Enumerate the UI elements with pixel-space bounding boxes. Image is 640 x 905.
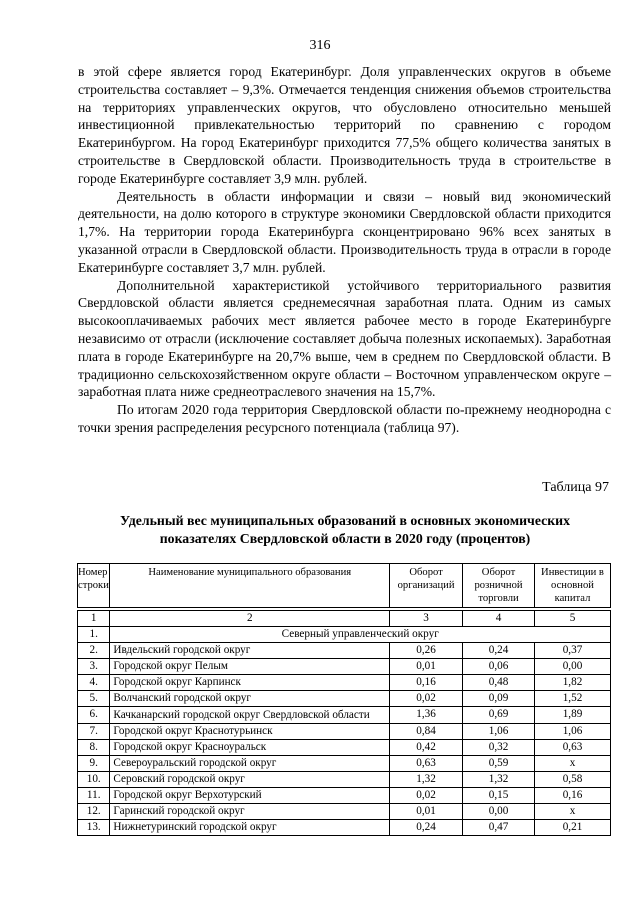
header-turnover: Оборот организаций [390, 564, 463, 608]
turnover-value: 0,02 [390, 788, 463, 804]
municipality-name: Волчанский городской округ [110, 691, 390, 707]
row-number: 11. [78, 788, 110, 804]
column-number: 2 [110, 611, 390, 627]
municipality-name: Ивдельский городской округ [110, 643, 390, 659]
paragraph-summary: По итогам 2020 года территория Свердловской области по-прежнему неоднородна с точки зрения распределения ресурсного потенциала (таблица 97). [78, 402, 611, 435]
turnover-value: 1,32 [390, 772, 463, 788]
column-number: 3 [390, 611, 463, 627]
row-number: 5. [78, 691, 110, 707]
municipality-name: Нижнетуринский городской округ [110, 820, 390, 836]
table-header-row [78, 564, 611, 608]
page-number: 316 [309, 38, 331, 53]
table-row [78, 740, 611, 756]
table-row [78, 659, 611, 675]
investment-value: 1,52 [534, 691, 610, 707]
investment-value: 0,37 [534, 643, 610, 659]
row-number: 7. [78, 724, 110, 740]
column-number: 1 [78, 611, 110, 627]
row-number: 9. [78, 756, 110, 772]
municipal-share-table [77, 563, 611, 836]
table-row [78, 788, 611, 804]
table-row [78, 756, 611, 772]
column-number-row [78, 611, 611, 627]
table-row [78, 675, 611, 691]
retail-value: 0,32 [463, 740, 535, 756]
header-row-number: Номер строки [78, 564, 110, 608]
table-row [78, 643, 611, 659]
turnover-value: 0,16 [390, 675, 463, 691]
retail-value: 0,00 [463, 804, 535, 820]
investment-value: 1,06 [534, 724, 610, 740]
table-title: Удельный вес муниципальных образований в основных экономических показателях Свердловской области в 2020 году (процентов) [119, 513, 571, 546]
retail-value: 0,47 [463, 820, 535, 836]
header-municipality: Наименование муниципального образования [110, 564, 390, 608]
retail-value: 1,32 [463, 772, 535, 788]
retail-value: 0,48 [463, 675, 535, 691]
table-row [78, 724, 611, 740]
row-number: 8. [78, 740, 110, 756]
column-number: 4 [463, 611, 535, 627]
investment-value: 1,89 [534, 707, 610, 724]
municipality-name: Североуральский городской округ [110, 756, 390, 772]
municipality-name: Гаринский городской округ [110, 804, 390, 820]
header-retail: Оборот розничной торговли [463, 564, 535, 608]
investment-value: 0,16 [534, 788, 610, 804]
turnover-value: 0,84 [390, 724, 463, 740]
table-row [78, 820, 611, 836]
body-text [78, 63, 611, 437]
retail-value: 0,59 [463, 756, 535, 772]
paragraph-information: Деятельность в области информации и связи – новый вид экономический деятельности, на долю которого в структуре экономики Свердловской области приходится 1,7%. На территории города Екатеринбурга сконцентрировано 96% всех занятых в указанной отрасли в Свердловской области. Производительность труда в отрасли в городе Екатеринбурге составляет 3,7 млн. рублей. [78, 188, 611, 275]
retail-value: 1,06 [463, 724, 535, 740]
municipality-name: Городской округ Карпинск [110, 675, 390, 691]
row-number: 2. [78, 643, 110, 659]
investment-value: 0,58 [534, 772, 610, 788]
turnover-value: 0,24 [390, 820, 463, 836]
header-investment: Инвестиции в основной капитал [534, 564, 610, 608]
turnover-value: 0,63 [390, 756, 463, 772]
turnover-value: 0,01 [390, 804, 463, 820]
turnover-value: 0,26 [390, 643, 463, 659]
retail-value: 0,24 [463, 643, 535, 659]
municipality-name: Городской округ Верхотурский [110, 788, 390, 804]
region-name: Северный управленческий округ [110, 627, 611, 643]
retail-value: 0,69 [463, 707, 535, 724]
turnover-value: 0,01 [390, 659, 463, 675]
municipality-name: Городской округ Пелым [110, 659, 390, 675]
column-number: 5 [534, 611, 610, 627]
table-row [78, 691, 611, 707]
row-number: 6. [78, 707, 110, 724]
turnover-value: 0,42 [390, 740, 463, 756]
investment-value: 0,00 [534, 659, 610, 675]
investment-value: x [534, 804, 610, 820]
investment-value: x [534, 756, 610, 772]
row-number: 3. [78, 659, 110, 675]
row-number: 13. [78, 820, 110, 836]
row-number: 1. [78, 627, 110, 643]
row-number: 4. [78, 675, 110, 691]
region-row [78, 627, 611, 643]
investment-value: 0,21 [534, 820, 610, 836]
table-row [78, 804, 611, 820]
retail-value: 0,09 [463, 691, 535, 707]
municipality-name: Городской округ Красноуральск [110, 740, 390, 756]
municipality-name: Серовский городской округ [110, 772, 390, 788]
table-row [78, 707, 611, 724]
table-row [78, 772, 611, 788]
turnover-value: 1,36 [390, 707, 463, 724]
turnover-value: 0,02 [390, 691, 463, 707]
municipality-name: Качканарский городской округ Свердловской области [110, 707, 390, 724]
investment-value: 1,82 [534, 675, 610, 691]
retail-value: 0,06 [463, 659, 535, 675]
investment-value: 0,63 [534, 740, 610, 756]
municipality-name: Городской округ Краснотурьинск [110, 724, 390, 740]
paragraph-construction: в этой сфере является город Екатеринбург. Доля управленческих округов в объеме строительства составляет – 9,3%. Отмечается тенденция снижения объемов строительства на территориях управленческих округов, что обусловлено относительно меньшей инвестиционной привлекательностью территорий по сравнению с городом Екатеринбургом. На город Екатеринбург приходится 77,5% общего количества занятых в строительстве в Свердловской области. Производительность труда в строительстве в городе Екатеринбурге составляет 3,9 млн. рублей. [78, 64, 611, 186]
paragraph-wages: Дополнительной характеристикой устойчивого территориального развития Свердловской области является среднемесячная заработная плата. Одним из самых высокооплачиваемых рабочих мест является рабочее место в городе Екатеринбурге независимо от отрасли (исключение составляет добыча полезных ископаемых). Заработная плата в городе Екатеринбурге на 20,7% выше, чем в среднем по Свердловской области. В традиционно сельскохозяйственном округе области – Восточном управленческом округе – заработная плата ниже среднеотраслевого значения на 15,7%. [78, 277, 611, 400]
row-number: 10. [78, 772, 110, 788]
table-label: Таблица 97 [542, 480, 609, 495]
row-number: 12. [78, 804, 110, 820]
retail-value: 0,15 [463, 788, 535, 804]
